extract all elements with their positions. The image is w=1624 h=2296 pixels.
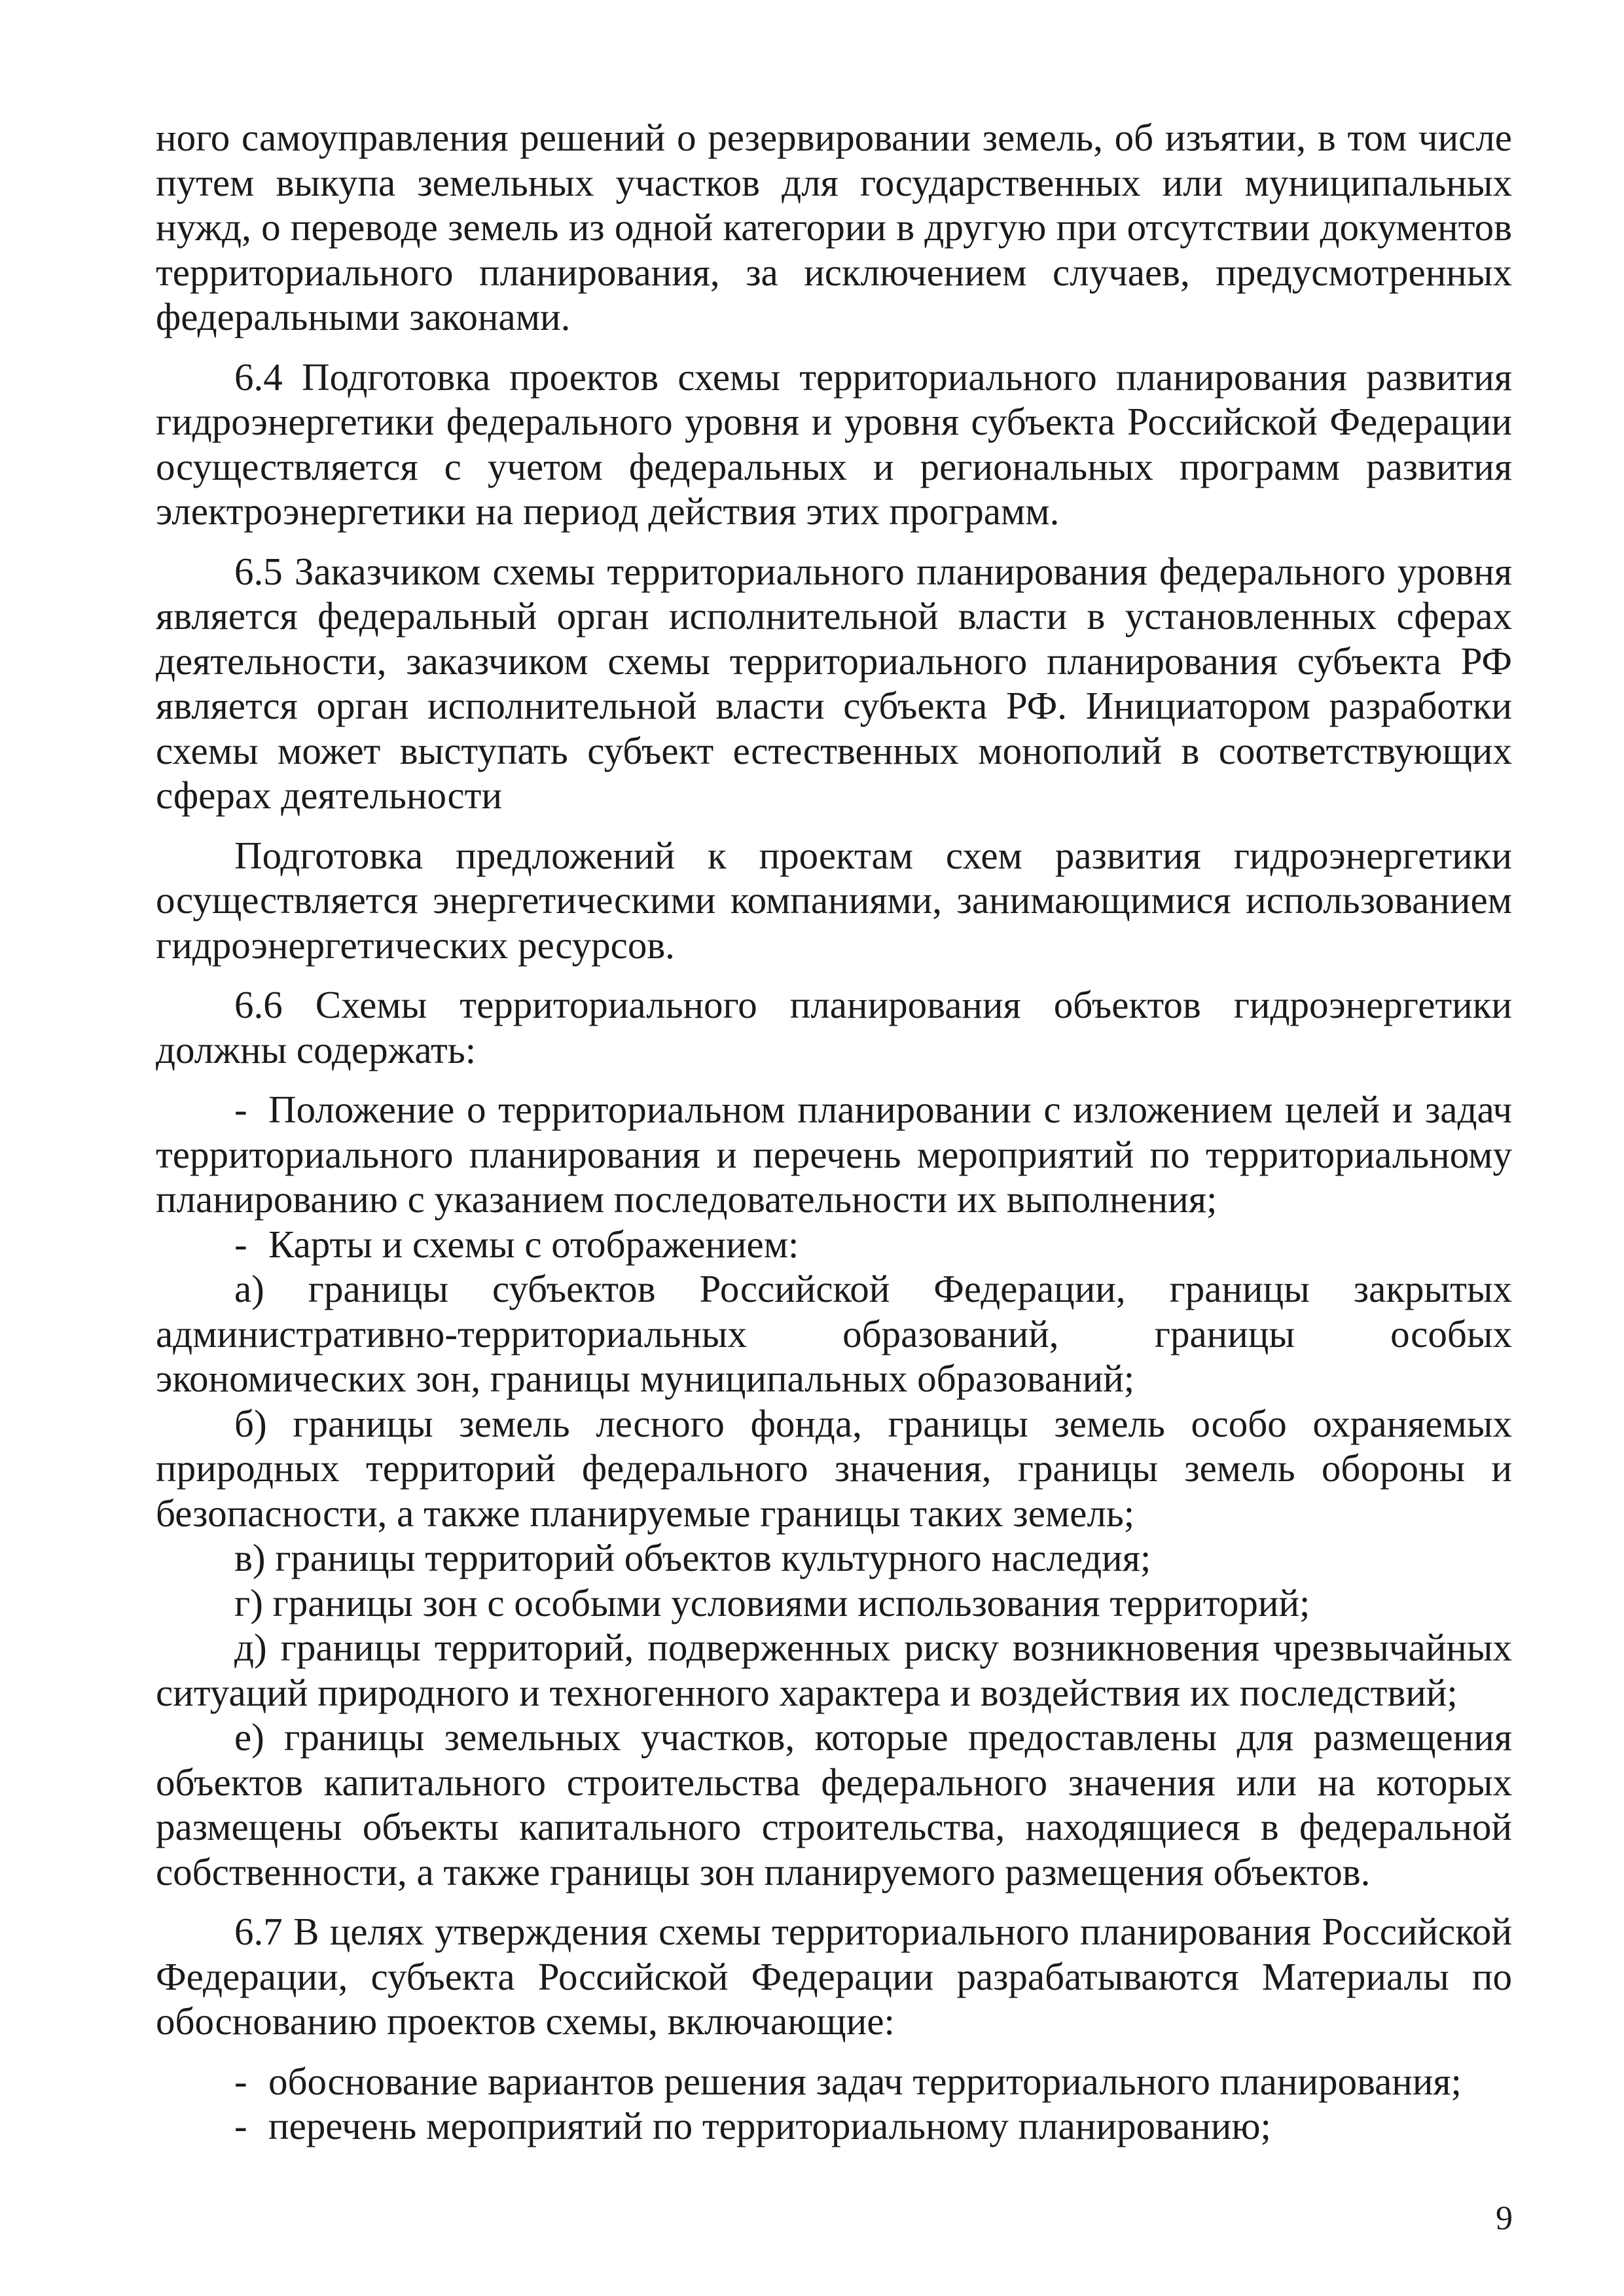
dash-marker: -: [234, 1088, 247, 1131]
paragraph-6-5: 6.5 Заказчиком схемы территориального планирования федерального уровня является федеральный орган исполнительной власти в установленных сферах деятельности, заказчиком схемы территориального планирования субъекта РФ является орган исполнительной власти субъекта РФ. Инициатором разработки схемы может выступать субъект естественных монополий в соответствующих сферах деятельности: [156, 549, 1512, 817]
paragraph-continuation: ного самоуправления решений о резервировании земель, об изъятии, в том числе путем выкупа земельных участков для государственных или муниципальных нужд, о переводе земель из одной категории в другую при отсутствии документов территориального планирования, за исключением случаев, предусмотренных федеральными законами.: [156, 116, 1512, 338]
paragraph-6-7: 6.7 В целях утверждения схемы территориального планирования Российской Федерации, субъекта Российской Федерации разрабатываются Материалы по обоснованию проектов схемы, включающие:: [156, 1910, 1512, 2043]
sub-item-d: д) границы территорий, подверженных риску возникновения чрезвычайных ситуаций природного и техногенного характера и воздействия их последствий;: [156, 1626, 1512, 1714]
paragraph-6-4: 6.4 Подготовка проектов схемы территориального планирования развития гидроэнергетики федерального уровня и уровня субъекта Российской Федерации осуществляется с учетом федеральных и региональных программ развития электроэнергетики на период действия этих программ.: [156, 355, 1512, 533]
paragraph-preparation: Подготовка предложений к проектам схем развития гидроэнергетики осуществляется энергетическими компаниями, занимающимися использованием гидроэнергетических ресурсов.: [156, 833, 1512, 967]
document-page: [156, 115, 1512, 2149]
list-item: [156, 2059, 1512, 2104]
list-item: [156, 2104, 1512, 2149]
sub-item-v: в) границы территорий объектов культурного наследия;: [234, 1536, 1151, 1579]
list-item: [156, 1222, 1512, 1267]
sub-item-g: г) границы зон с особыми условиями использования территорий;: [234, 1581, 1310, 1624]
dash-marker: -: [234, 2104, 247, 2147]
materials-list: [156, 2059, 1512, 2149]
paragraph-6-6: 6.6 Схемы территориального планирования объектов гидроэнергетики должны содержать:: [156, 983, 1512, 1071]
list-item-text: перечень мероприятий по территориальному планированию;: [268, 2104, 1271, 2147]
sub-item-e: е) границы земельных участков, которые предоставлены для размещения объектов капитального строительства федерального значения или на которых размещены объекты капитального строительства, находящиеся в федеральной собственности, а также границы зон планируемого размещения объектов.: [156, 1715, 1512, 1893]
sub-item-a: а) границы субъектов Российской Федерации, границы закрытых административно-территориальных образований, границы особых экономических зон, границы муниципальных образований;: [156, 1267, 1512, 1400]
dash-marker: -: [234, 2059, 247, 2103]
list-item: [156, 1087, 1512, 1222]
contents-list: [156, 1087, 1512, 1894]
sub-item-b: б) границы земель лесного фонда, границы земель особо охраняемых природных территорий федерального значения, границы земель обороны и безопасности, а также планируемые границы таких земель;: [156, 1401, 1512, 1535]
list-item-text: Положение о территориальном планировании с изложением целей и задач территориального планирования и перечень мероприятий по территориальному планированию с указанием последовательности их выполнения;: [156, 1088, 1512, 1221]
dash-marker: -: [234, 1222, 247, 1266]
list-item-text: Карты и схемы с отображением:: [268, 1222, 799, 1266]
list-item-text: обоснование вариантов решения задач территориального планирования;: [268, 2059, 1462, 2103]
page-number: 9: [1496, 2200, 1513, 2237]
